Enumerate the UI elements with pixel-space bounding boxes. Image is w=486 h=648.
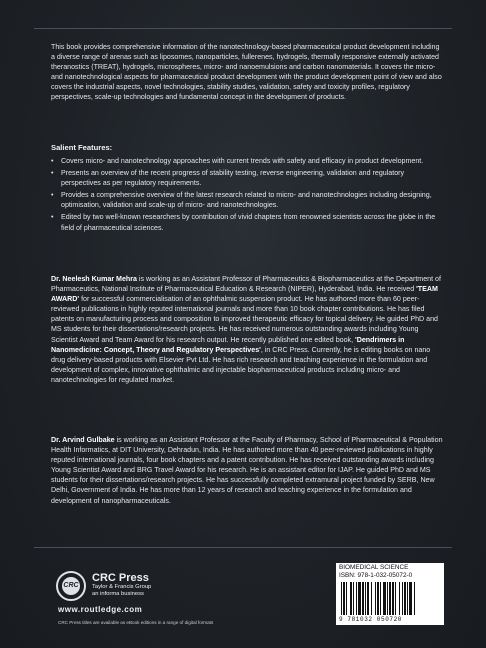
- barcode-bar: [399, 582, 400, 615]
- subject-category: BIOMEDICAL SCIENCE: [339, 564, 409, 571]
- bio-text: for successful commercialisation of an ophthalmic suspension product. He has authored more than 60 peer-reviewed publications in highly reputed international journals and more than 10 book chapter contributions. He has filed patents on manufacturing process and composition to improved therapeutic efficacy for topical delivery. He guided PhD and MS students for their dissertations/research projects. He has received numerous outstanding awards including Young Scientist Award and Team Award for his research output. He recently published one edited book,: [51, 295, 438, 344]
- barcode-bar: [407, 582, 408, 615]
- bio-text: is working as an Assistant Professor at the Faculty of Pharmacy, School of Pharmaceutical & Population Health Informatics, at DIT University, Dehradun, India. He has authored more than 40 peer-reviewed publications in highly reputed international journals, four book chapters and a patent contribution. He has received outstanding awards including Young Scientist Award and BRG Travel Award for his research. He is an assistant editor for IJAP. He guided PhD and MS students for their dissertations/research projects. He has successfully completed extramural project funded by SERB, New Delhi, Government of India. He has more than 12 years of research and teaching experience in the formulation and development of nanopharmaceuticals.: [51, 436, 443, 505]
- list-item: • Covers micro- and nanotechnology approaches with current trends with safety and efficacy in product development.: [51, 156, 443, 166]
- barcode-bar: [356, 582, 357, 615]
- crc-logo-icon: [56, 571, 86, 601]
- barcode-bar: [402, 582, 403, 615]
- book-title: 'Dendrimers in Nanomedicine: Concept, Theory and Regulatory Perspectives': [51, 335, 405, 354]
- bottom-divider: [34, 547, 452, 548]
- barcode-bar: [380, 582, 381, 615]
- barcode-digits: 9 781032 050720: [339, 616, 403, 623]
- list-item: • Presents an overview of the recent progress of stability testing, reverse engineering, validation and regulatory perspectives as per regulatory requirements.: [51, 168, 443, 188]
- barcode-bar: [362, 582, 364, 615]
- ebook-note: CRC Press titles are available as eBook editions in a range of digital formats: [58, 620, 214, 625]
- publisher-group: Taylor & Francis Group: [92, 584, 152, 590]
- barcode-bar: [365, 582, 366, 615]
- isbn-number: ISBN: 978-1-032-05072-0: [339, 572, 413, 579]
- barcode-bar: [346, 582, 347, 615]
- barcode-bar: [343, 582, 345, 615]
- barcode-icon: [339, 582, 441, 615]
- bio-gulbake: [51, 435, 443, 506]
- barcode-bar: [367, 582, 369, 615]
- barcode-bar: [371, 582, 372, 615]
- bio-text: , in CRC Press. Currently, he is editing books on nano drug delivery-based products with Elsevier Pvt Ltd. He has rich research and teaching experience in the formulation and development of complex, innovative ophthalmic and injectable biopharmaceutical products including micro- and nanotechnologies for regulated market.: [51, 345, 431, 384]
- barcode-bar: [395, 582, 396, 615]
- logo-mark: CRC: [62, 577, 80, 595]
- features-heading: Salient Features:: [51, 143, 113, 152]
- list-item: • Edited by two well-known researchers by contribution of vivid chapters from renowned scientists across the globe in the field of pharmaceutical sciences.: [51, 212, 443, 232]
- features-list: [51, 156, 443, 235]
- barcode-bar: [350, 582, 352, 615]
- publisher-block: [92, 572, 151, 598]
- author-name: Dr. Neelesh Kumar Mehra: [51, 275, 137, 283]
- list-item: • Provides a comprehensive overview of the latest research related to micro- and nanotechnologies including designing, optimisation, validation and scale-up of micro- and nanotechnologies.: [51, 190, 443, 210]
- barcode-bar: [404, 582, 406, 615]
- barcode-bar: [383, 582, 386, 615]
- award-name: 'TEAM AWARD': [51, 285, 438, 304]
- barcode-bar: [377, 582, 379, 615]
- bio-mehra: [51, 274, 443, 385]
- barcode-bar: [358, 582, 361, 615]
- barcode-bar: [414, 582, 415, 615]
- barcode-bar: [341, 582, 342, 615]
- author-name: Dr. Arvind Gulbake: [51, 436, 115, 444]
- barcode-bar: [392, 582, 394, 615]
- barcode-bar: [353, 582, 354, 615]
- publisher-url[interactable]: www.routledge.com: [58, 605, 143, 614]
- bio-text: is working as an Assistant Professor of Pharmaceutics & Biopharmaceutics at the Department of Pharmaceutics, National Institute of Pharmaceutical Education & Research (NIPER), Hyderabad, India. He received: [51, 275, 441, 294]
- barcode-bar: [389, 582, 391, 615]
- top-divider: [34, 28, 452, 29]
- publisher-tagline: an informa business: [92, 591, 144, 597]
- barcode-bar: [387, 582, 388, 615]
- intro-paragraph: This book provides comprehensive information of the nanotechnology-based pharmaceutical product development including a diverse range of arenas such as liposomes, nanoparticles, fullerenes, hydrogels, thermally responsive externally activated theranostics (TREAT), hydrogels, microspheres, micro- and nanoemulsions and carbon nanomaterials. It covers the micro- and nanotechnological aspects for pharmaceutical product development with the product development point of view and also covers the industrial aspects, novel technologies, stability studies, validation, safety and toxicity profiles, regulatory perspectives, scale-up technologies and fundamental concept in the development of products.: [51, 43, 442, 102]
- isbn-barcode-box: [336, 563, 444, 625]
- barcode-bar: [375, 582, 376, 615]
- barcode-bar: [409, 582, 412, 615]
- publisher-name: CRC Press: [92, 572, 149, 584]
